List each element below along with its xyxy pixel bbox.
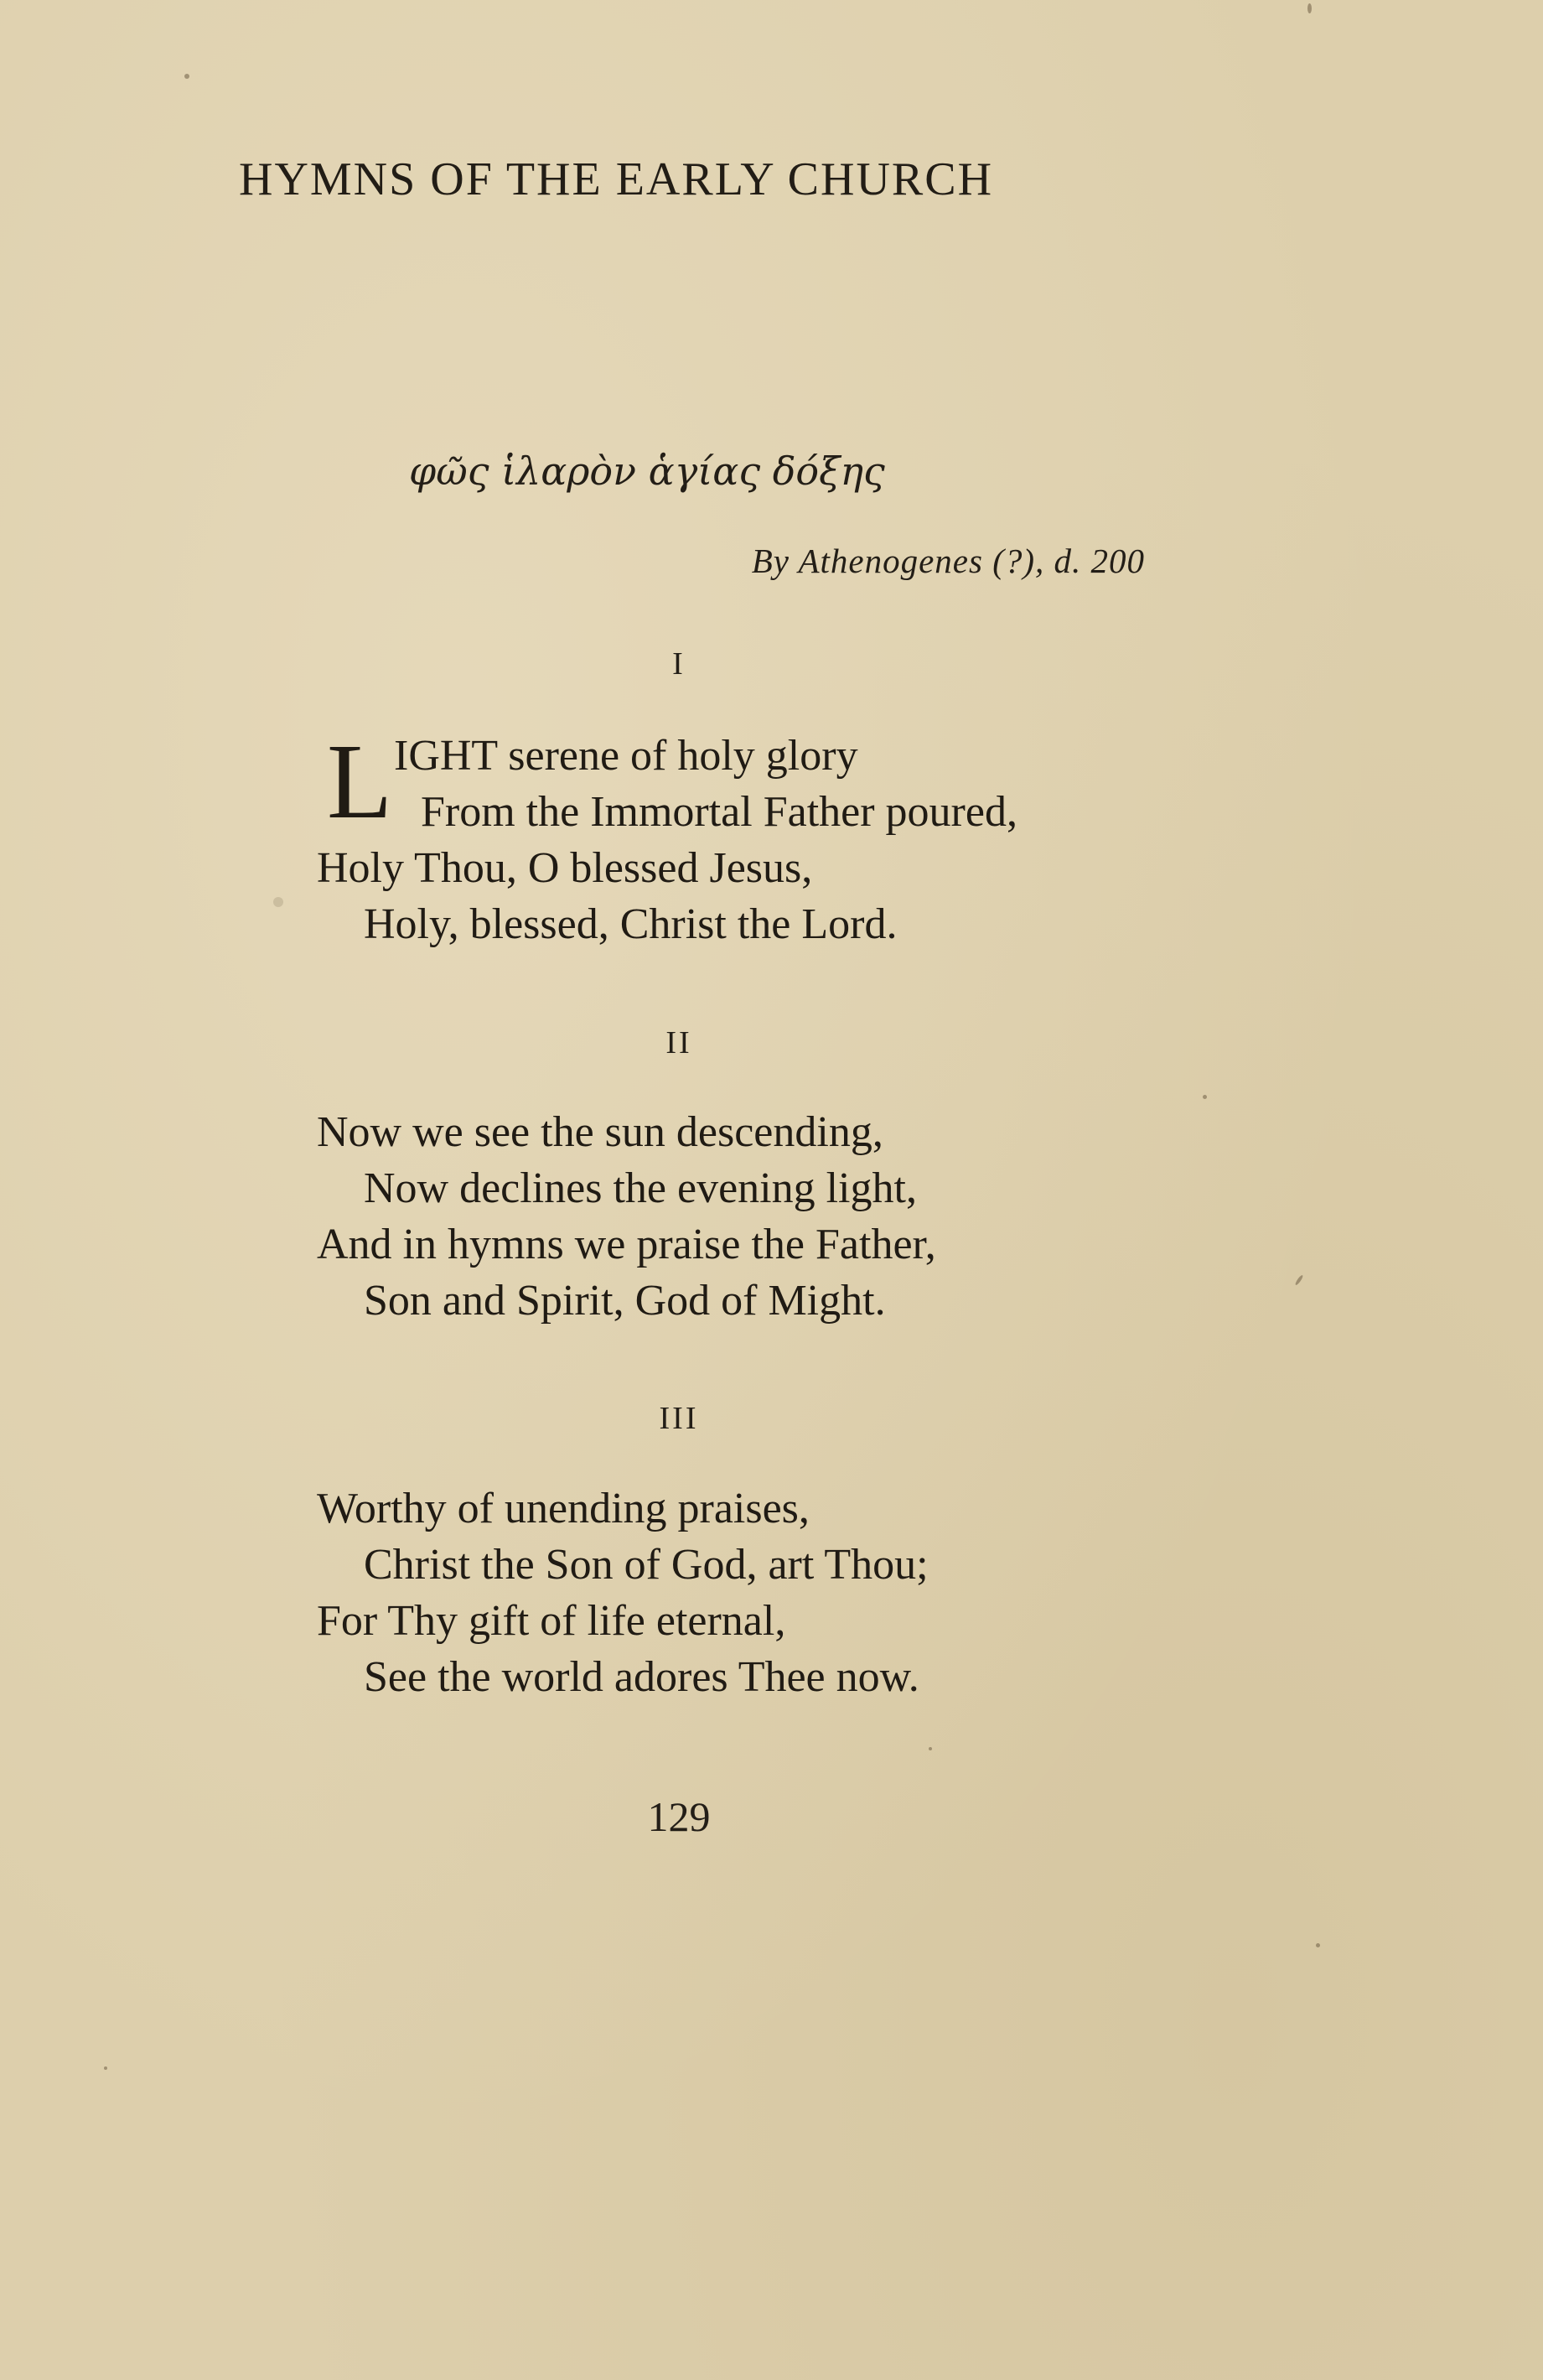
stanza-number-1: I bbox=[672, 646, 686, 682]
stanza-2-line-2: Now declines the evening light, bbox=[364, 1164, 917, 1212]
stanza-number-3: III bbox=[659, 1401, 699, 1436]
paper-speck bbox=[1294, 1274, 1303, 1286]
stanza-3-line-1: Worthy of unending praises, bbox=[317, 1485, 810, 1532]
stanza-1-line-2: From the Immortal Father poured, bbox=[421, 788, 1017, 836]
hymn-greek-title: φῶς ἱλαρὸν ἁγίας δόξης bbox=[409, 449, 885, 494]
stanza-1-line-1-text: IGHT serene of holy glory bbox=[394, 732, 858, 780]
stanza-3-line-4: See the world adores Thee now. bbox=[364, 1653, 919, 1701]
stanza-1-line-3: Holy Thou, O blessed Jesus, bbox=[317, 844, 813, 892]
page-number: 129 bbox=[647, 1793, 711, 1840]
stanza-2-line-1: Now we see the sun descending, bbox=[317, 1108, 883, 1156]
running-head: HYMNS OF THE EARLY CHURCH bbox=[239, 153, 994, 205]
drop-cap: L bbox=[327, 722, 393, 841]
paper-speck bbox=[104, 2066, 107, 2070]
stanza-2-line-3: And in hymns we praise the Father, bbox=[317, 1221, 936, 1268]
stanza-3-line-3: For Thy gift of life eternal, bbox=[317, 1597, 786, 1645]
stanza-3-line-2: Christ the Son of God, art Thou; bbox=[364, 1541, 929, 1589]
paper-speck bbox=[273, 897, 283, 907]
paper-speck bbox=[1203, 1095, 1207, 1099]
stanza-2 bbox=[317, 1104, 936, 1329]
paper-speck bbox=[929, 1747, 932, 1750]
paper-speck bbox=[1316, 1943, 1320, 1947]
stanza-3 bbox=[317, 1480, 929, 1705]
hymn-attribution: By Athenogenes (?), d. 200 bbox=[751, 542, 1145, 580]
stanza-1-line-4: Holy, blessed, Christ the Lord. bbox=[364, 900, 898, 948]
stanza-2-line-4: Son and Spirit, God of Might. bbox=[364, 1277, 886, 1325]
paper-speck bbox=[1307, 3, 1312, 13]
paper-speck bbox=[184, 74, 189, 79]
stanza-number-2: II bbox=[665, 1025, 692, 1060]
stanza-1 bbox=[317, 722, 1017, 952]
